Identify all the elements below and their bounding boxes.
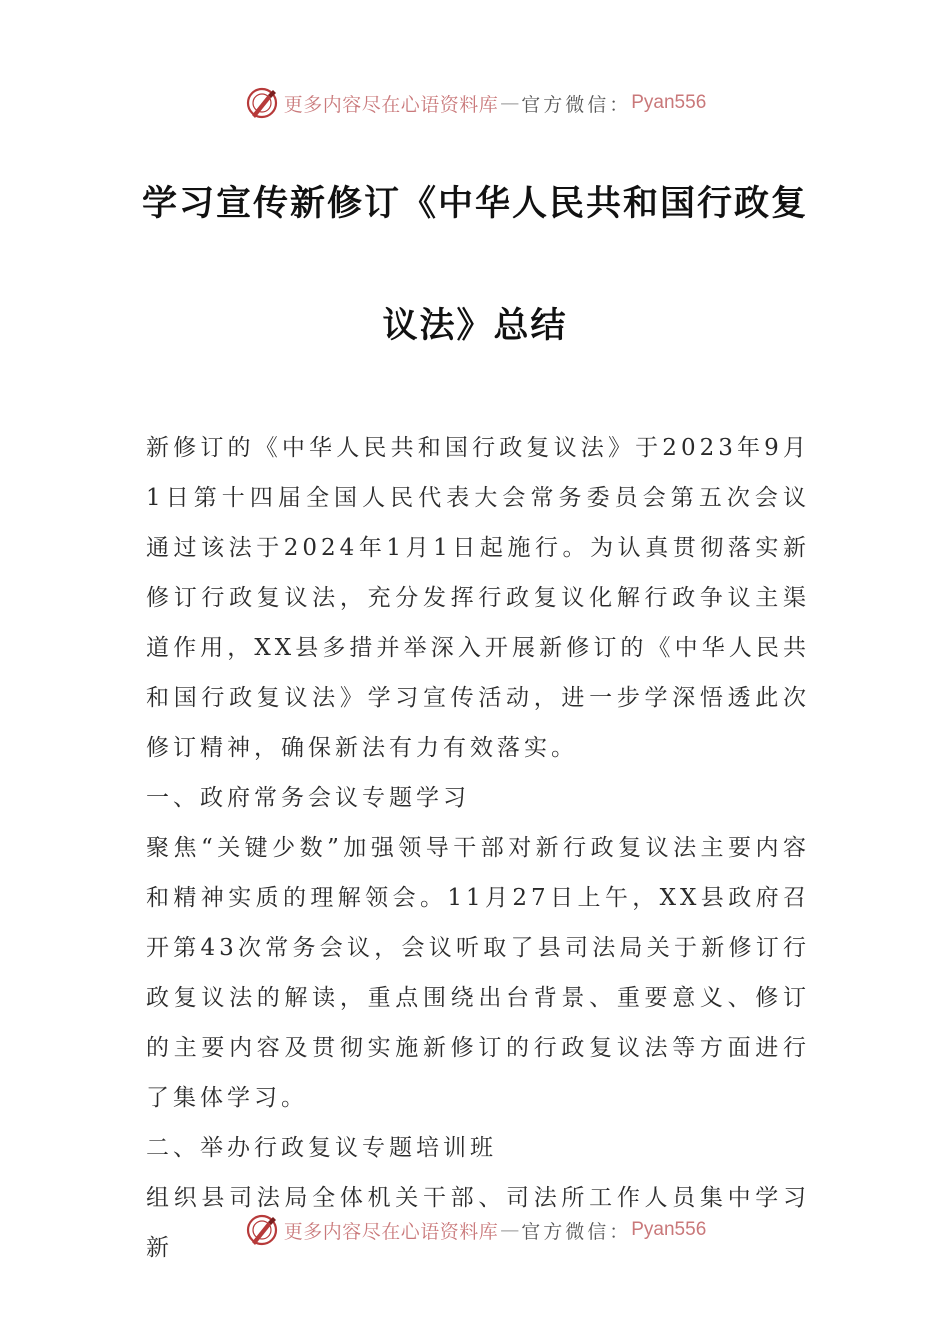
watermark-banner-bottom	[0, 1210, 950, 1250]
document-body	[146, 423, 810, 1273]
watermark-contact-label: 官方微信：	[521, 93, 632, 116]
document-title-line1: 学习宣传新修订《中华人民共和国行政复	[141, 184, 808, 224]
watermark-contact-id: Pyan556	[631, 1219, 707, 1240]
section-heading-2: 二、举办行政复议专题培训班	[146, 1135, 497, 1161]
watermark-separator: —	[500, 92, 520, 114]
watermark-contact-label: 官方微信：	[521, 1220, 632, 1243]
document-title-line2: 议法》总结	[382, 306, 568, 346]
intro-paragraph: 新修订的《中华人民共和国行政复议法》于2023年9月1日第十四届全国人民代表大会常务委员会第五次会议通过该法于2024年1月1日起施行。为认真贯彻落实新修订行政复议法，充分发挥行政复议化解行政争议主渠道作用，XX县多措并举深入开展新修订的《中华人民共和国行政复议法》学习宣传活动，进一步学深悟透此次修订精神，确保新法有力有效落实。	[146, 435, 810, 761]
pen-circle-logo-icon	[244, 1212, 280, 1248]
watermark-text: 更多内容尽在心语资料库	[283, 93, 499, 116]
section-heading-1: 一、政府常务会议专题学习	[146, 785, 470, 811]
pen-circle-logo-icon	[244, 85, 280, 121]
watermark-banner-top	[0, 83, 950, 123]
section-1-paragraph: 聚焦“关键少数”加强领导干部对新行政复议法主要内容和精神实质的理解领会。11月27日上午，XX县政府召开第43次常务会议，会议听取了县司法局关于新修订行政复议法的解读，重点围绕出台背景、重要意义、修订的主要内容及贯彻实施新修订的行政复议法等方面进行了集体学习。	[146, 835, 810, 1111]
watermark-separator: —	[500, 1219, 520, 1241]
section-2-paragraph: 组织县司法局全体机关干部、司法所工作人员集中学习新	[146, 1185, 810, 1261]
watermark-text: 更多内容尽在心语资料库	[283, 1220, 499, 1243]
watermark-contact-id: Pyan556	[631, 92, 707, 113]
